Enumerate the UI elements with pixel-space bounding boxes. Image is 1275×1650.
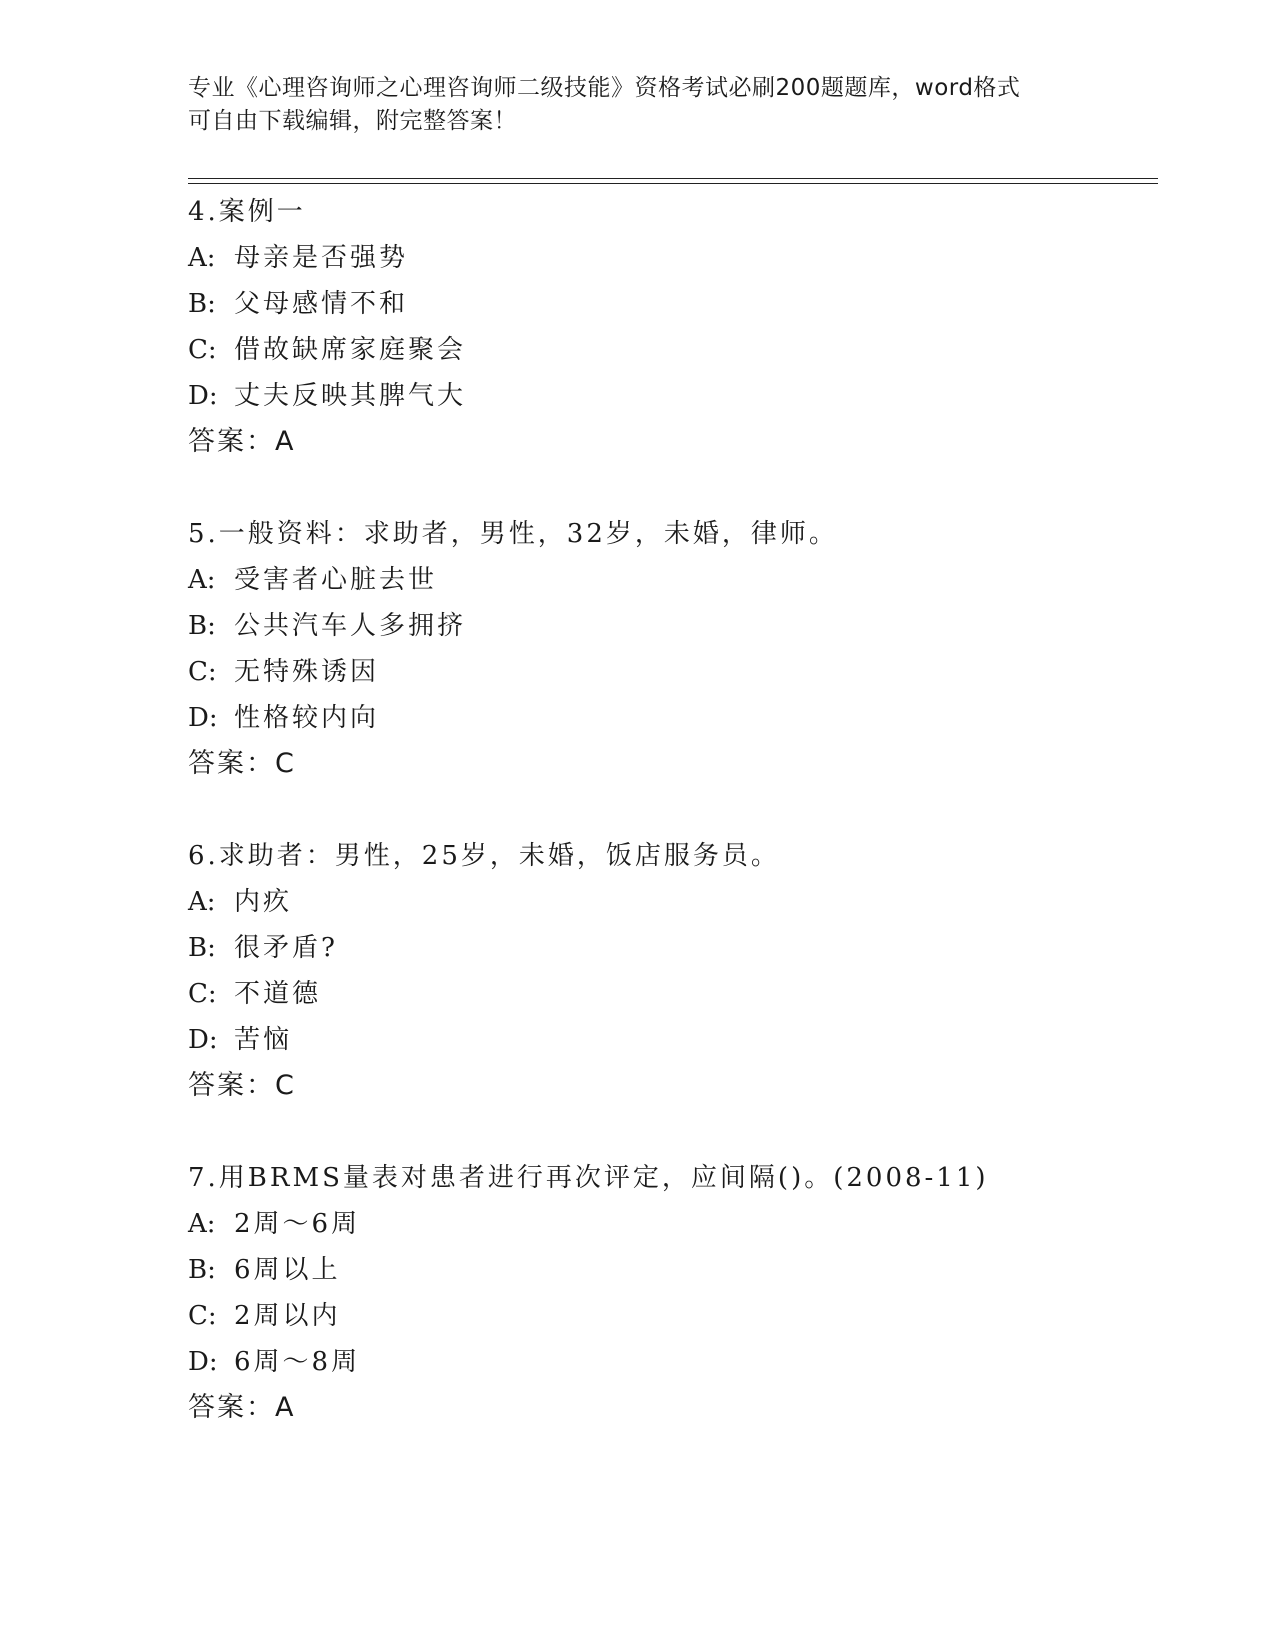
option-a — [188, 879, 1148, 925]
question-stem: 4.案例一 — [188, 197, 306, 227]
header-divider-bottom — [188, 183, 1158, 184]
answer-line: 答案：C — [188, 748, 296, 779]
option-letter: D: — [188, 1025, 218, 1055]
option-letter: A: — [188, 1209, 216, 1239]
option-text: 内疚 — [234, 887, 293, 917]
option-c — [188, 649, 1148, 695]
question-list — [188, 189, 1148, 1477]
option-letter: B: — [188, 933, 216, 963]
option-a — [188, 557, 1148, 603]
option-d — [188, 1017, 1148, 1063]
option-text: 父母感情不和 — [234, 289, 409, 319]
option-letter: B: — [188, 1255, 216, 1285]
option-text: 性格较内向 — [234, 703, 380, 733]
option-letter: C: — [188, 657, 217, 687]
option-a — [188, 1201, 1148, 1247]
option-a — [188, 235, 1148, 281]
option-text: 公共汽车人多拥挤 — [234, 611, 467, 641]
option-b — [188, 925, 1148, 971]
option-text: 6周～8周 — [234, 1347, 361, 1377]
option-text: 无特殊诱因 — [234, 657, 380, 687]
option-c — [188, 327, 1148, 373]
option-letter: C: — [188, 335, 217, 365]
option-letter: B: — [188, 611, 216, 641]
option-d — [188, 695, 1148, 741]
option-c — [188, 1293, 1148, 1339]
option-text: 借故缺席家庭聚会 — [234, 335, 467, 365]
option-c — [188, 971, 1148, 1017]
question-4 — [188, 189, 1148, 465]
document-header — [188, 72, 1088, 138]
header-divider-top — [188, 178, 1158, 179]
question-7 — [188, 1155, 1148, 1431]
option-letter: C: — [188, 1301, 217, 1331]
option-letter: A: — [188, 243, 216, 273]
option-text: 6周以上 — [234, 1255, 341, 1285]
question-stem: 6.求助者：男性，25岁，未婚，饭店服务员。 — [188, 841, 780, 871]
option-text: 很矛盾? — [234, 933, 338, 963]
option-text: 不道德 — [234, 979, 322, 1009]
header-line-1: 专业《心理咨询师之心理咨询师二级技能》资格考试必刷200题题库，word格式 — [188, 75, 1021, 101]
question-stem: 7.用BRMS量表对患者进行再次评定，应间隔()。(2008-11) — [188, 1163, 989, 1193]
option-d — [188, 373, 1148, 419]
option-text: 母亲是否强势 — [234, 243, 409, 273]
header-line-2: 可自由下载编辑，附完整答案！ — [188, 108, 517, 134]
option-b — [188, 603, 1148, 649]
answer-line: 答案：C — [188, 1070, 296, 1101]
option-letter: D: — [188, 703, 218, 733]
option-text: 2周～6周 — [234, 1209, 361, 1239]
option-text: 苦恼 — [234, 1025, 293, 1055]
option-letter: D: — [188, 381, 218, 411]
option-letter: C: — [188, 979, 217, 1009]
option-b — [188, 1247, 1148, 1293]
question-6 — [188, 833, 1148, 1109]
question-stem: 5.一般资料：求助者，男性，32岁，未婚，律师。 — [188, 519, 838, 549]
option-b — [188, 281, 1148, 327]
option-letter: D: — [188, 1347, 218, 1377]
answer-line: 答案：A — [188, 1392, 296, 1423]
option-text: 丈夫反映其脾气大 — [234, 381, 467, 411]
option-text: 2周以内 — [234, 1301, 341, 1331]
option-letter: A: — [188, 565, 216, 595]
option-text: 受害者心脏去世 — [234, 565, 438, 595]
option-d — [188, 1339, 1148, 1385]
option-letter: B: — [188, 289, 216, 319]
question-5 — [188, 511, 1148, 787]
option-letter: A: — [188, 887, 216, 917]
answer-line: 答案：A — [188, 426, 296, 457]
